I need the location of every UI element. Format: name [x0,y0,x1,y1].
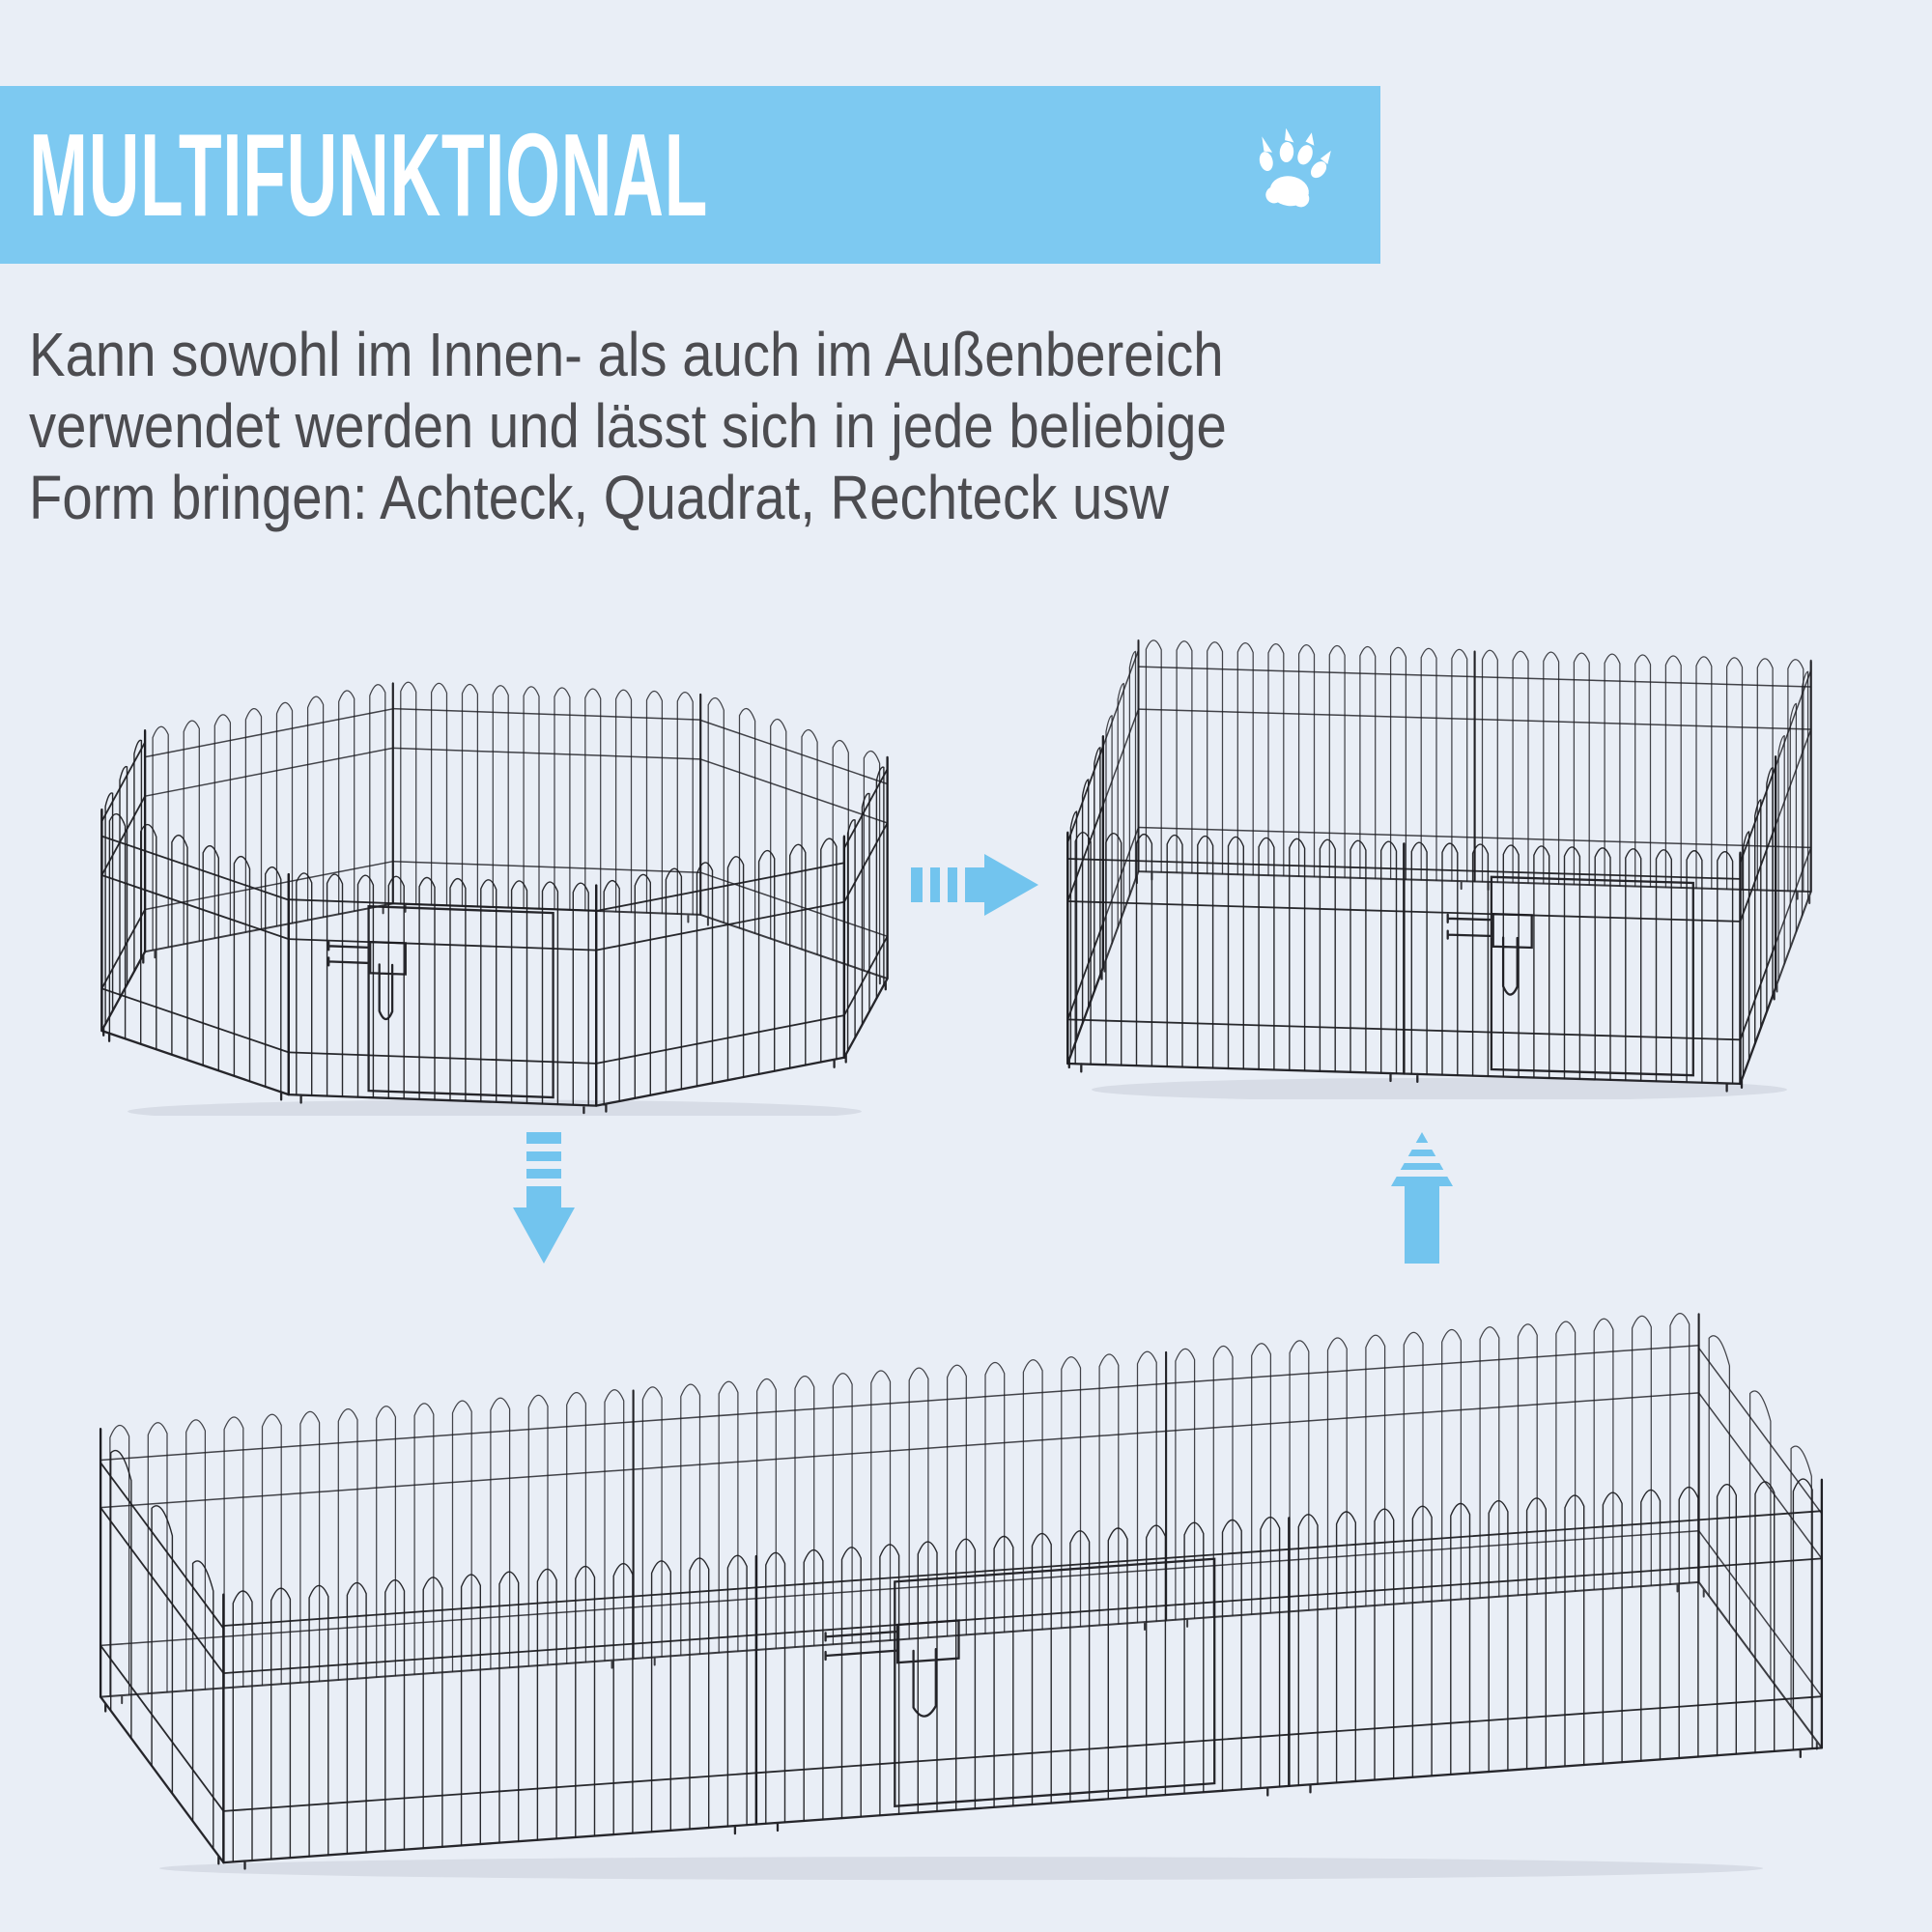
description-text [29,319,1227,533]
arrow-gap [1391,1143,1453,1150]
paw-icon [1243,128,1336,221]
description-line-3: Form bringen: Achteck, Quadrat, Rechteck usw [29,463,1170,532]
pen-octagon-figure [82,671,908,1116]
description-line-1: Kann sowohl im Innen- als auch im Außenbereich [29,320,1224,389]
arrow-down-icon [513,1132,575,1264]
arrow-gap [525,1144,563,1151]
arrow-right-icon [911,854,1038,916]
arrow-down-shape [513,1132,575,1264]
arrow-gap [1391,1156,1453,1163]
arrow-gap [525,1179,563,1186]
arrow-up-icon [1391,1132,1453,1264]
description-line-2: verwendet werden und lässt sich in jede beliebige [29,391,1227,461]
arrow-gap [957,866,965,904]
arrow-up-shape [1391,1132,1453,1264]
pen-square-figure [1058,630,1821,1099]
arrow-gap [1391,1170,1453,1177]
headline: MULTIFUNKTIONAL [29,109,708,241]
headline-banner [0,86,1380,264]
arrow-gap [525,1161,563,1169]
arrow-gap [940,866,948,904]
arrow-gap [923,866,930,904]
pen-rectangle-figure [92,1302,1831,1899]
